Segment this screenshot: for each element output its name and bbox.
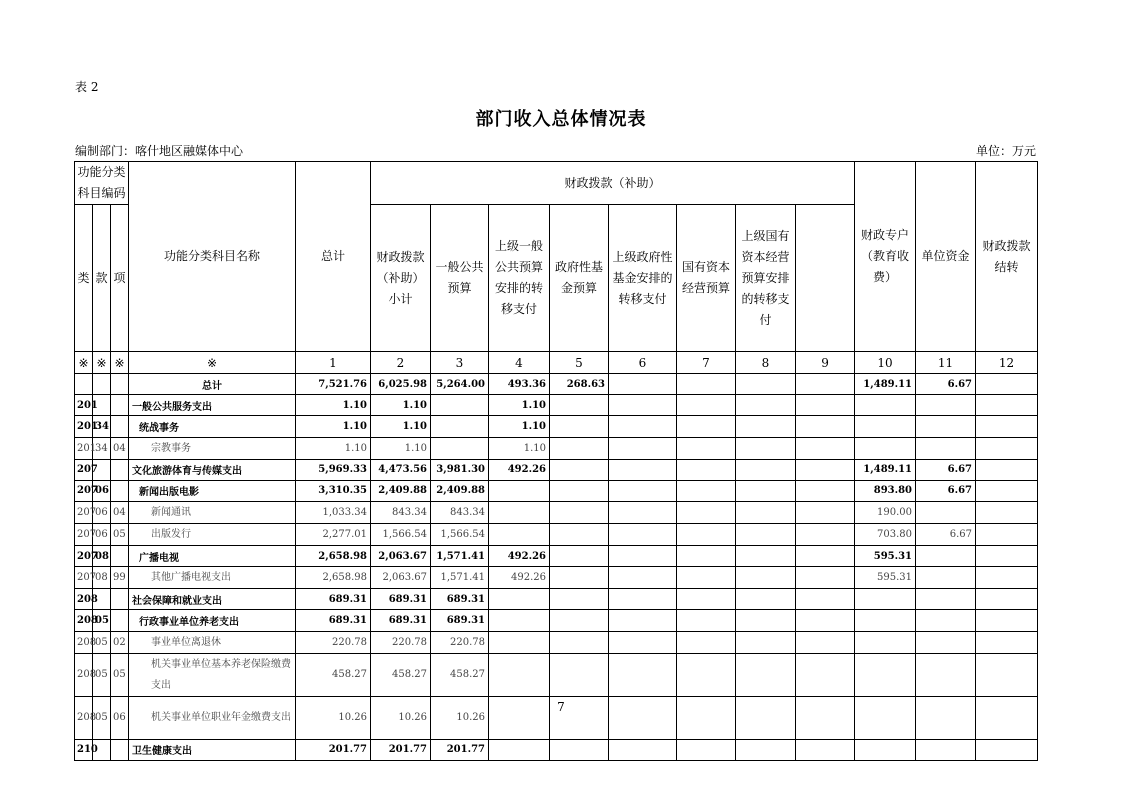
amount-cell [489,610,550,631]
symbol-cell: ※ [75,352,93,374]
amount-cell [550,437,609,459]
xiang-code-cell: 04 [111,437,129,459]
amount-cell [736,501,796,523]
amount-cell [431,437,489,459]
amount-cell: 201.77 [371,739,431,760]
amount-cell [855,395,916,416]
amount-cell: 1.10 [371,416,431,437]
amount-cell [489,589,550,610]
xiang-code-cell [111,545,129,566]
amount-cell: 493.36 [489,374,550,395]
xiang-code-cell [111,739,129,760]
header-general-budget: 一般公共预算 [431,205,489,352]
amount-cell [677,501,736,523]
amount-cell [976,501,1038,523]
amount-cell [609,653,677,696]
amount-cell [916,610,976,631]
kuan-code-cell: 05 [93,696,111,739]
table-row [75,610,1038,631]
amount-cell [489,480,550,501]
lei-code-cell: 208 [75,610,93,631]
column-number: 7 [677,352,736,374]
amount-cell [550,631,609,653]
item-name-cell: 新闻出版电影 [129,480,296,501]
amount-cell [677,589,736,610]
amount-cell: 190.00 [855,501,916,523]
column-number: 1 [296,352,371,374]
kuan-code-cell: 06 [93,523,111,545]
amount-cell [736,374,796,395]
lei-code-cell [75,374,93,395]
xiang-code-cell: 99 [111,567,129,589]
unit-label: 单位：万元 [975,144,1036,158]
item-name-cell: 卫生健康支出 [129,739,296,760]
lei-code-cell: 207 [75,545,93,566]
amount-cell: 2,277.01 [296,523,371,545]
amount-cell [677,610,736,631]
header-gov-fund: 政府性基金预算 [550,205,609,352]
amount-cell [916,437,976,459]
amount-cell [855,589,916,610]
item-name-cell: 总计 [129,374,296,395]
amount-cell [609,545,677,566]
xiang-code-cell [111,459,129,480]
amount-cell: 689.31 [371,589,431,610]
amount-cell: 201.77 [296,739,371,760]
amount-cell [796,589,855,610]
amount-cell: 6.67 [916,480,976,501]
table-row [75,480,1038,501]
amount-cell: 1.10 [489,416,550,437]
amount-cell: 3,981.30 [431,459,489,480]
amount-cell: 1.10 [296,416,371,437]
kuan-code-cell: 34 [93,437,111,459]
amount-cell: 595.31 [855,567,916,589]
amount-cell [736,416,796,437]
amount-cell [550,523,609,545]
amount-cell [677,545,736,566]
kuan-code-cell [93,374,111,395]
header-lei: 类 [75,205,93,352]
lei-code-cell: 208 [75,653,93,696]
amount-cell [736,631,796,653]
amount-cell [796,459,855,480]
amount-cell [855,631,916,653]
amount-cell: 1,566.54 [371,523,431,545]
table-row [75,501,1038,523]
amount-cell: 893.80 [855,480,916,501]
amount-cell [736,523,796,545]
header-upper-general: 上级一般公共预算安排的转移支付 [489,205,550,352]
amount-cell [796,416,855,437]
department-label: 编制部门：喀什地区融媒体中心 [75,144,244,158]
amount-cell [550,589,609,610]
amount-cell [489,523,550,545]
amount-cell [550,739,609,760]
amount-cell: 2,658.98 [296,567,371,589]
amount-cell [736,589,796,610]
lei-code-cell: 201 [75,437,93,459]
amount-cell [976,459,1038,480]
amount-cell [916,416,976,437]
symbol-cell: ※ [129,352,296,374]
table-row [75,523,1038,545]
amount-cell [736,610,796,631]
amount-cell: 458.27 [296,653,371,696]
amount-cell [976,739,1038,760]
amount-cell: 1.10 [489,437,550,459]
xiang-code-cell [111,416,129,437]
amount-cell [736,395,796,416]
lei-code-cell: 207 [75,523,93,545]
symbol-cell: ※ [111,352,129,374]
amount-cell: 220.78 [371,631,431,653]
amount-cell: 5,969.33 [296,459,371,480]
amount-cell [609,501,677,523]
amount-cell: 1.10 [371,395,431,416]
amount-cell: 10.26 [371,696,431,739]
amount-cell [736,480,796,501]
amount-cell [431,395,489,416]
xiang-code-cell [111,589,129,610]
amount-cell: 458.27 [431,653,489,696]
budget-table [74,161,1038,761]
amount-cell [489,739,550,760]
amount-cell: 6.67 [916,374,976,395]
amount-cell [796,437,855,459]
item-name-cell: 统战事务 [129,416,296,437]
amount-cell [855,437,916,459]
amount-cell: 7,521.76 [296,374,371,395]
header-unit-funds: 单位资金 [916,162,976,352]
amount-cell [736,739,796,760]
amount-cell: 843.34 [431,501,489,523]
amount-cell [677,567,736,589]
item-name-cell: 广播电视 [129,545,296,566]
amount-cell [550,501,609,523]
amount-cell [609,523,677,545]
amount-cell [916,589,976,610]
amount-cell: 10.26 [431,696,489,739]
xiang-code-cell [111,480,129,501]
amount-cell [550,610,609,631]
amount-cell [431,416,489,437]
amount-cell [976,589,1038,610]
table-label: 表 2 [75,80,99,94]
item-name-cell: 机关事业单位职业年金缴费支出 [129,696,296,739]
amount-cell [550,416,609,437]
amount-cell: 1,033.34 [296,501,371,523]
table-row [75,631,1038,653]
amount-cell [796,480,855,501]
column-number: 6 [609,352,677,374]
table-row [75,416,1038,437]
xiang-code-cell: 06 [111,696,129,739]
column-number: 8 [736,352,796,374]
amount-cell [976,523,1038,545]
amount-cell [916,545,976,566]
amount-cell [796,523,855,545]
amount-cell: 843.34 [371,501,431,523]
lei-code-cell: 208 [75,589,93,610]
amount-cell [677,739,736,760]
amount-cell: 6.67 [916,459,976,480]
amount-cell [916,567,976,589]
amount-cell: 268.63 [550,374,609,395]
amount-cell [736,545,796,566]
header-row-1 [75,162,1038,205]
amount-cell [736,459,796,480]
amount-cell [976,437,1038,459]
amount-cell: 1,489.11 [855,374,916,395]
column-number: 12 [976,352,1038,374]
item-name-cell: 宗教事务 [129,437,296,459]
symbol-cell: ※ [93,352,111,374]
amount-cell: 689.31 [371,610,431,631]
amount-cell [677,523,736,545]
symbol-row [75,352,1038,374]
header-upper-gov-fund: 上级政府性基金安排的转移支付 [609,205,677,352]
amount-cell [677,437,736,459]
amount-cell [609,395,677,416]
xiang-code-cell [111,610,129,631]
amount-cell: 703.80 [855,523,916,545]
amount-cell [677,631,736,653]
header-name: 功能分类科目名称 [129,162,296,352]
page-number: 7 [557,700,565,714]
amount-cell [796,739,855,760]
amount-cell [609,459,677,480]
table-row [75,653,1038,696]
amount-cell: 1.10 [296,395,371,416]
amount-cell: 1,571.41 [431,567,489,589]
header-fiscal-carryover: 财政拨款结转 [976,162,1038,352]
amount-cell: 220.78 [431,631,489,653]
amount-cell: 2,063.67 [371,567,431,589]
lei-code-cell: 208 [75,631,93,653]
xiang-code-cell: 05 [111,523,129,545]
amount-cell: 689.31 [431,589,489,610]
amount-cell [677,459,736,480]
column-number: 10 [855,352,916,374]
item-name-cell: 出版发行 [129,523,296,545]
amount-cell: 2,063.67 [371,545,431,566]
amount-cell [796,395,855,416]
amount-cell [736,437,796,459]
amount-cell: 492.26 [489,567,550,589]
header-fiscal-subtotal: 财政拨款（补助）小计 [371,205,431,352]
lei-code-cell: 207 [75,480,93,501]
amount-cell: 689.31 [296,589,371,610]
lei-code-cell: 207 [75,567,93,589]
column-number: 3 [431,352,489,374]
lei-code-cell: 201 [75,395,93,416]
table-row [75,567,1038,589]
kuan-code-cell: 05 [93,610,111,631]
amount-cell [855,653,916,696]
amount-cell: 1,571.41 [431,545,489,566]
amount-cell [609,437,677,459]
lei-code-cell: 210 [75,739,93,760]
amount-cell [550,459,609,480]
amount-cell [976,545,1038,566]
amount-cell [796,631,855,653]
table-row [75,459,1038,480]
amount-cell [609,567,677,589]
amount-cell [550,395,609,416]
amount-cell: 10.26 [296,696,371,739]
amount-cell [855,416,916,437]
item-name-cell: 其他广播电视支出 [129,567,296,589]
amount-cell [976,631,1038,653]
kuan-code-cell: 05 [93,631,111,653]
lei-code-cell: 207 [75,459,93,480]
amount-cell: 2,409.88 [371,480,431,501]
lei-code-cell: 208 [75,696,93,739]
amount-cell [976,610,1038,631]
amount-cell [609,739,677,760]
amount-cell [609,589,677,610]
amount-cell [976,567,1038,589]
amount-cell [609,374,677,395]
item-name-cell: 社会保障和就业支出 [129,589,296,610]
amount-cell [916,739,976,760]
amount-cell [609,631,677,653]
amount-cell [976,374,1038,395]
kuan-code-cell: 08 [93,545,111,566]
lei-code-cell: 201 [75,416,93,437]
amount-cell: 1,566.54 [431,523,489,545]
kuan-code-cell: 34 [93,416,111,437]
xiang-code-cell [111,395,129,416]
item-name-cell: 一般公共服务支出 [129,395,296,416]
item-name-cell: 机关事业单位基本养老保险缴费支出 [129,653,296,696]
column-number: 11 [916,352,976,374]
amount-cell [796,374,855,395]
kuan-code-cell: 06 [93,480,111,501]
table-row [75,374,1038,395]
xiang-code-cell: 05 [111,653,129,696]
amount-cell: 492.26 [489,545,550,566]
amount-cell [677,653,736,696]
amount-cell [550,545,609,566]
amount-cell [976,416,1038,437]
amount-cell [489,501,550,523]
column-number: 5 [550,352,609,374]
amount-cell [550,567,609,589]
xiang-code-cell: 04 [111,501,129,523]
header-upper-state-capital: 上级国有资本经营预算安排的转移支付 [736,205,796,352]
amount-cell [976,480,1038,501]
item-name-cell: 文化旅游体育与传媒支出 [129,459,296,480]
amount-cell [976,653,1038,696]
amount-cell: 4,473.56 [371,459,431,480]
amount-cell [677,416,736,437]
kuan-code-cell: 06 [93,501,111,523]
page-title: 部门收入总体情况表 [475,109,647,130]
amount-cell: 1,489.11 [855,459,916,480]
amount-cell: 6,025.98 [371,374,431,395]
table-row [75,589,1038,610]
amount-cell [677,395,736,416]
amount-cell [489,631,550,653]
amount-cell [916,501,976,523]
item-name-cell: 新闻通讯 [129,501,296,523]
amount-cell: 201.77 [431,739,489,760]
header-code-group: 功能分类科目编码 [75,162,129,205]
xiang-code-cell [111,374,129,395]
header-kuan: 款 [93,205,111,352]
amount-cell: 1.10 [489,395,550,416]
header-state-capital: 国有资本经营预算 [677,205,736,352]
amount-cell: 5,264.00 [431,374,489,395]
amount-cell [677,374,736,395]
amount-cell [916,631,976,653]
amount-cell [796,545,855,566]
amount-cell [609,416,677,437]
amount-cell [609,480,677,501]
amount-cell [796,610,855,631]
amount-cell [976,395,1038,416]
amount-cell [796,567,855,589]
amount-cell [489,653,550,696]
header-fiscal-group: 财政拨款（补助） [371,162,855,205]
amount-cell [736,653,796,696]
amount-cell [677,480,736,501]
column-number: 4 [489,352,550,374]
amount-cell [736,567,796,589]
amount-cell [796,501,855,523]
lei-code-cell: 207 [75,501,93,523]
amount-cell: 492.26 [489,459,550,480]
header-fiscal-special: 财政专户（教育收费） [855,162,916,352]
amount-cell [796,653,855,696]
amount-cell [550,653,609,696]
amount-cell [916,395,976,416]
column-number: 2 [371,352,431,374]
amount-cell [550,480,609,501]
amount-cell: 2,409.88 [431,480,489,501]
amount-cell: 1.10 [296,437,371,459]
amount-cell: 458.27 [371,653,431,696]
column-number: 9 [796,352,855,374]
amount-cell: 595.31 [855,545,916,566]
kuan-code-cell: 08 [93,567,111,589]
amount-cell [855,610,916,631]
item-name-cell: 事业单位离退休 [129,631,296,653]
table-row [75,395,1038,416]
amount-cell: 2,658.98 [296,545,371,566]
amount-cell: 1.10 [371,437,431,459]
amount-cell: 220.78 [296,631,371,653]
table-row [75,437,1038,459]
amount-cell: 689.31 [296,610,371,631]
table-row [75,739,1038,760]
amount-cell: 3,310.35 [296,480,371,501]
kuan-code-cell: 05 [93,653,111,696]
amount-cell [609,610,677,631]
xiang-code-cell: 02 [111,631,129,653]
header-xiang: 项 [111,205,129,352]
amount-cell: 6.67 [916,523,976,545]
amount-cell [916,653,976,696]
table-row [75,545,1038,566]
amount-cell: 689.31 [431,610,489,631]
header-total: 总计 [296,162,371,352]
item-name-cell: 行政事业单位养老支出 [129,610,296,631]
amount-cell [855,739,916,760]
